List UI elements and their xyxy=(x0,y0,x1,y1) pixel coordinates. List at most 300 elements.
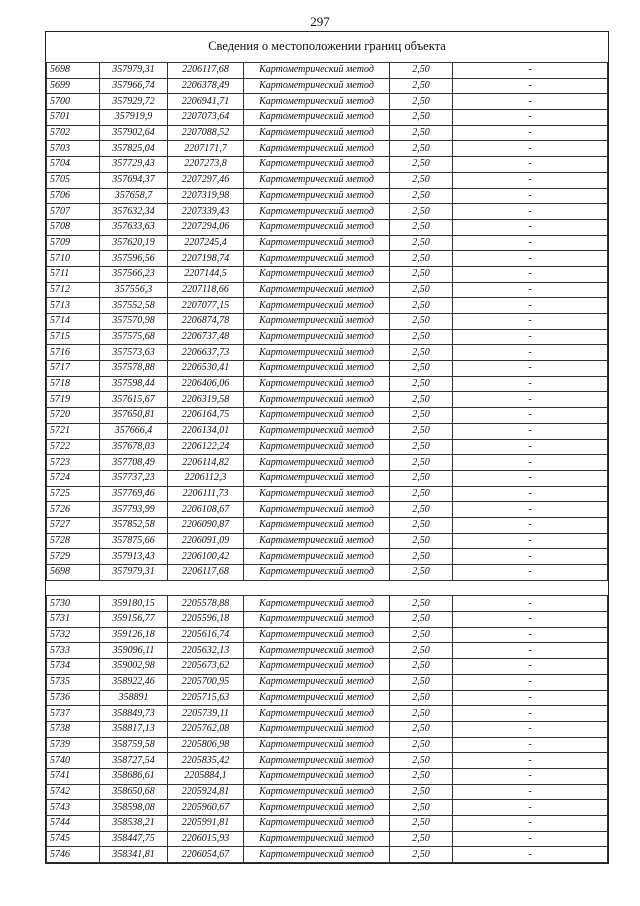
x-coordinate-cell: 358891 xyxy=(100,690,168,706)
accuracy-cell: 2,50 xyxy=(390,251,453,267)
method-cell: Картометрический метод xyxy=(244,643,390,659)
method-cell: Картометрический метод xyxy=(244,549,390,565)
y-coordinate-cell: 2205578,88 xyxy=(168,596,244,612)
x-coordinate-cell: 359002,98 xyxy=(100,659,168,675)
method-cell: Картометрический метод xyxy=(244,439,390,455)
y-coordinate-cell: 2206378,49 xyxy=(168,78,244,94)
x-coordinate-cell: 357825,04 xyxy=(100,141,168,157)
accuracy-cell: 2,50 xyxy=(390,706,453,722)
note-cell: - xyxy=(453,721,608,737)
note-cell: - xyxy=(453,204,608,220)
y-coordinate-cell: 2205884,1 xyxy=(168,768,244,784)
note-cell: - xyxy=(453,659,608,675)
method-cell: Картометрический метод xyxy=(244,392,390,408)
method-cell: Картометрический метод xyxy=(244,125,390,141)
table-row xyxy=(47,674,608,690)
y-coordinate-cell: 2206874,78 xyxy=(168,314,244,330)
note-cell: - xyxy=(453,172,608,188)
note-cell: - xyxy=(453,627,608,643)
point-number-cell: 5743 xyxy=(47,800,100,816)
note-cell: - xyxy=(453,831,608,847)
method-cell: Картометрический метод xyxy=(244,706,390,722)
x-coordinate-cell: 358817,13 xyxy=(100,721,168,737)
note-cell: - xyxy=(453,408,608,424)
y-coordinate-cell: 2206406,06 xyxy=(168,376,244,392)
point-number-cell: 5726 xyxy=(47,502,100,518)
table-row xyxy=(47,408,608,424)
y-coordinate-cell: 2206319,58 xyxy=(168,392,244,408)
accuracy-cell: 2,50 xyxy=(390,690,453,706)
table-row xyxy=(47,800,608,816)
y-coordinate-cell: 2205960,67 xyxy=(168,800,244,816)
note-cell: - xyxy=(453,784,608,800)
note-cell: - xyxy=(453,486,608,502)
note-cell: - xyxy=(453,314,608,330)
table-row xyxy=(47,219,608,235)
table-row xyxy=(47,831,608,847)
note-cell: - xyxy=(453,63,608,79)
y-coordinate-cell: 2205632,13 xyxy=(168,643,244,659)
y-coordinate-cell: 2207088,52 xyxy=(168,125,244,141)
y-coordinate-cell: 2207273,8 xyxy=(168,157,244,173)
x-coordinate-cell: 358598,08 xyxy=(100,800,168,816)
accuracy-cell: 2,50 xyxy=(390,392,453,408)
point-number-cell: 5727 xyxy=(47,517,100,533)
x-coordinate-cell: 357678,03 xyxy=(100,439,168,455)
note-cell: - xyxy=(453,517,608,533)
accuracy-cell: 2,50 xyxy=(390,643,453,659)
accuracy-cell: 2,50 xyxy=(390,753,453,769)
accuracy-cell: 2,50 xyxy=(390,455,453,471)
method-cell: Картометрический метод xyxy=(244,455,390,471)
table-row xyxy=(47,157,608,173)
note-cell: - xyxy=(453,753,608,769)
note-cell: - xyxy=(453,392,608,408)
x-coordinate-cell: 357573,63 xyxy=(100,345,168,361)
x-coordinate-cell: 358759,58 xyxy=(100,737,168,753)
accuracy-cell: 2,50 xyxy=(390,125,453,141)
table-row xyxy=(47,125,608,141)
method-cell: Картометрический метод xyxy=(244,753,390,769)
note-cell: - xyxy=(453,800,608,816)
x-coordinate-cell: 357793,99 xyxy=(100,502,168,518)
x-coordinate-cell: 358650,68 xyxy=(100,784,168,800)
accuracy-cell: 2,50 xyxy=(390,721,453,737)
empty-cell xyxy=(47,580,100,596)
accuracy-cell: 2,50 xyxy=(390,612,453,628)
x-coordinate-cell: 357769,46 xyxy=(100,486,168,502)
point-number-cell: 5741 xyxy=(47,768,100,784)
point-number-cell: 5719 xyxy=(47,392,100,408)
note-cell: - xyxy=(453,266,608,282)
point-number-cell: 5728 xyxy=(47,533,100,549)
point-number-cell: 5711 xyxy=(47,266,100,282)
accuracy-cell: 2,50 xyxy=(390,674,453,690)
note-cell: - xyxy=(453,690,608,706)
accuracy-cell: 2,50 xyxy=(390,63,453,79)
note-cell: - xyxy=(453,439,608,455)
accuracy-cell: 2,50 xyxy=(390,659,453,675)
note-cell: - xyxy=(453,125,608,141)
point-number-cell: 5705 xyxy=(47,172,100,188)
y-coordinate-cell: 2207171,7 xyxy=(168,141,244,157)
x-coordinate-cell: 357578,88 xyxy=(100,361,168,377)
point-number-cell: 5709 xyxy=(47,235,100,251)
point-number-cell: 5732 xyxy=(47,627,100,643)
note-cell: - xyxy=(453,768,608,784)
x-coordinate-cell: 357552,58 xyxy=(100,298,168,314)
point-number-cell: 5736 xyxy=(47,690,100,706)
empty-cell xyxy=(453,580,608,596)
method-cell: Картометрический метод xyxy=(244,408,390,424)
x-coordinate-cell: 357615,67 xyxy=(100,392,168,408)
note-cell: - xyxy=(453,235,608,251)
point-number-cell: 5698 xyxy=(47,63,100,79)
note-cell: - xyxy=(453,219,608,235)
method-cell: Картометрический метод xyxy=(244,784,390,800)
y-coordinate-cell: 2207198,74 xyxy=(168,251,244,267)
accuracy-cell: 2,50 xyxy=(390,376,453,392)
point-number-cell: 5708 xyxy=(47,219,100,235)
point-number-cell: 5729 xyxy=(47,549,100,565)
accuracy-cell: 2,50 xyxy=(390,502,453,518)
note-cell: - xyxy=(453,361,608,377)
note-cell: - xyxy=(453,329,608,345)
x-coordinate-cell: 359096,11 xyxy=(100,643,168,659)
accuracy-cell: 2,50 xyxy=(390,517,453,533)
x-coordinate-cell: 358727,54 xyxy=(100,753,168,769)
page-number: 297 xyxy=(310,14,330,29)
y-coordinate-cell: 2205924,81 xyxy=(168,784,244,800)
y-coordinate-cell: 2205616,74 xyxy=(168,627,244,643)
note-cell: - xyxy=(453,737,608,753)
method-cell: Картометрический метод xyxy=(244,674,390,690)
empty-cell xyxy=(390,580,453,596)
table-row xyxy=(47,204,608,220)
accuracy-cell: 2,50 xyxy=(390,361,453,377)
y-coordinate-cell: 2206134,01 xyxy=(168,423,244,439)
accuracy-cell: 2,50 xyxy=(390,157,453,173)
y-coordinate-cell: 2206100,42 xyxy=(168,549,244,565)
table-row xyxy=(47,486,608,502)
empty-cell xyxy=(168,580,244,596)
table-row xyxy=(47,314,608,330)
point-number-cell: 5717 xyxy=(47,361,100,377)
accuracy-cell: 2,50 xyxy=(390,204,453,220)
accuracy-cell: 2,50 xyxy=(390,831,453,847)
table-row xyxy=(47,643,608,659)
note-cell: - xyxy=(453,188,608,204)
x-coordinate-cell: 357632,34 xyxy=(100,204,168,220)
point-number-cell: 5714 xyxy=(47,314,100,330)
point-number-cell: 5724 xyxy=(47,470,100,486)
point-number-cell: 5737 xyxy=(47,706,100,722)
point-number-cell: 5730 xyxy=(47,596,100,612)
method-cell: Картометрический метод xyxy=(244,816,390,832)
point-number-cell: 5700 xyxy=(47,94,100,110)
table-row xyxy=(47,768,608,784)
accuracy-cell: 2,50 xyxy=(390,565,453,581)
x-coordinate-cell: 357875,66 xyxy=(100,533,168,549)
point-number-cell: 5725 xyxy=(47,486,100,502)
accuracy-cell: 2,50 xyxy=(390,439,453,455)
method-cell: Картометрический метод xyxy=(244,517,390,533)
table-row xyxy=(47,612,608,628)
accuracy-cell: 2,50 xyxy=(390,282,453,298)
table-row xyxy=(47,423,608,439)
method-cell: Картометрический метод xyxy=(244,533,390,549)
y-coordinate-cell: 2206090,87 xyxy=(168,517,244,533)
y-coordinate-cell: 2205739,11 xyxy=(168,706,244,722)
note-cell: - xyxy=(453,282,608,298)
y-coordinate-cell: 2206112,3 xyxy=(168,470,244,486)
table-row xyxy=(47,298,608,314)
method-cell: Картометрический метод xyxy=(244,486,390,502)
method-cell: Картометрический метод xyxy=(244,63,390,79)
x-coordinate-cell: 358686,61 xyxy=(100,768,168,784)
method-cell: Картометрический метод xyxy=(244,266,390,282)
y-coordinate-cell: 2206637,73 xyxy=(168,345,244,361)
method-cell: Картометрический метод xyxy=(244,565,390,581)
x-coordinate-cell: 357929,72 xyxy=(100,94,168,110)
method-cell: Картометрический метод xyxy=(244,659,390,675)
accuracy-cell: 2,50 xyxy=(390,816,453,832)
x-coordinate-cell: 357620,19 xyxy=(100,235,168,251)
note-cell: - xyxy=(453,157,608,173)
accuracy-cell: 2,50 xyxy=(390,847,453,863)
y-coordinate-cell: 2205715,63 xyxy=(168,690,244,706)
method-cell: Картометрический метод xyxy=(244,502,390,518)
method-cell: Картометрический метод xyxy=(244,94,390,110)
x-coordinate-cell: 358341,81 xyxy=(100,847,168,863)
y-coordinate-cell: 2207339,43 xyxy=(168,204,244,220)
method-cell: Картометрический метод xyxy=(244,847,390,863)
accuracy-cell: 2,50 xyxy=(390,298,453,314)
note-cell: - xyxy=(453,455,608,471)
method-cell: Картометрический метод xyxy=(244,596,390,612)
table-row xyxy=(47,439,608,455)
empty-cell xyxy=(244,580,390,596)
table-row xyxy=(47,533,608,549)
y-coordinate-cell: 2206117,68 xyxy=(168,63,244,79)
x-coordinate-cell: 358849,73 xyxy=(100,706,168,722)
accuracy-cell: 2,50 xyxy=(390,533,453,549)
accuracy-cell: 2,50 xyxy=(390,235,453,251)
table-gap-row xyxy=(47,580,608,596)
method-cell: Картометрический метод xyxy=(244,721,390,737)
point-number-cell: 5721 xyxy=(47,423,100,439)
x-coordinate-cell: 357570,98 xyxy=(100,314,168,330)
x-coordinate-cell: 357708,49 xyxy=(100,455,168,471)
method-cell: Картометрический метод xyxy=(244,768,390,784)
empty-cell xyxy=(100,580,168,596)
note-cell: - xyxy=(453,78,608,94)
note-cell: - xyxy=(453,674,608,690)
y-coordinate-cell: 2206941,71 xyxy=(168,94,244,110)
note-cell: - xyxy=(453,298,608,314)
y-coordinate-cell: 2205596,18 xyxy=(168,612,244,628)
point-number-cell: 5698 xyxy=(47,565,100,581)
table-row xyxy=(47,816,608,832)
point-number-cell: 5720 xyxy=(47,408,100,424)
accuracy-cell: 2,50 xyxy=(390,219,453,235)
method-cell: Картометрический метод xyxy=(244,329,390,345)
x-coordinate-cell: 358447,75 xyxy=(100,831,168,847)
x-coordinate-cell: 359180,15 xyxy=(100,596,168,612)
y-coordinate-cell: 2206015,93 xyxy=(168,831,244,847)
x-coordinate-cell: 357919,9 xyxy=(100,110,168,126)
y-coordinate-cell: 2206111,73 xyxy=(168,486,244,502)
note-cell: - xyxy=(453,549,608,565)
method-cell: Картометрический метод xyxy=(244,235,390,251)
x-coordinate-cell: 357596,56 xyxy=(100,251,168,267)
point-number-cell: 5731 xyxy=(47,612,100,628)
method-cell: Картометрический метод xyxy=(244,314,390,330)
accuracy-cell: 2,50 xyxy=(390,800,453,816)
table-row xyxy=(47,502,608,518)
accuracy-cell: 2,50 xyxy=(390,172,453,188)
y-coordinate-cell: 2205673,62 xyxy=(168,659,244,675)
accuracy-cell: 2,50 xyxy=(390,423,453,439)
note-cell: - xyxy=(453,345,608,361)
table-row xyxy=(47,282,608,298)
method-cell: Картометрический метод xyxy=(244,612,390,628)
y-coordinate-cell: 2207319,98 xyxy=(168,188,244,204)
method-cell: Картометрический метод xyxy=(244,251,390,267)
y-coordinate-cell: 2205762,08 xyxy=(168,721,244,737)
accuracy-cell: 2,50 xyxy=(390,486,453,502)
note-cell: - xyxy=(453,596,608,612)
y-coordinate-cell: 2207073,64 xyxy=(168,110,244,126)
y-coordinate-cell: 2205991,81 xyxy=(168,816,244,832)
note-cell: - xyxy=(453,643,608,659)
method-cell: Картометрический метод xyxy=(244,110,390,126)
y-coordinate-cell: 2205700,95 xyxy=(168,674,244,690)
y-coordinate-cell: 2207245,4 xyxy=(168,235,244,251)
section-title: Сведения о местоположении границ объекта xyxy=(208,39,446,53)
method-cell: Картометрический метод xyxy=(244,172,390,188)
point-number-cell: 5742 xyxy=(47,784,100,800)
x-coordinate-cell: 357658,7 xyxy=(100,188,168,204)
accuracy-cell: 2,50 xyxy=(390,470,453,486)
x-coordinate-cell: 357902,64 xyxy=(100,125,168,141)
x-coordinate-cell: 357575,68 xyxy=(100,329,168,345)
table-row xyxy=(47,627,608,643)
table-row xyxy=(47,737,608,753)
note-cell: - xyxy=(453,141,608,157)
method-cell: Картометрический метод xyxy=(244,298,390,314)
table-row xyxy=(47,376,608,392)
y-coordinate-cell: 2206091,09 xyxy=(168,533,244,549)
accuracy-cell: 2,50 xyxy=(390,329,453,345)
point-number-cell: 5740 xyxy=(47,753,100,769)
table-row xyxy=(47,141,608,157)
table-row xyxy=(47,188,608,204)
table-row xyxy=(47,706,608,722)
note-cell: - xyxy=(453,423,608,439)
method-cell: Картометрический метод xyxy=(244,157,390,173)
point-number-cell: 5739 xyxy=(47,737,100,753)
note-cell: - xyxy=(453,376,608,392)
x-coordinate-cell: 358538,21 xyxy=(100,816,168,832)
x-coordinate-cell: 357979,31 xyxy=(100,565,168,581)
x-coordinate-cell: 357598,44 xyxy=(100,376,168,392)
point-number-cell: 5716 xyxy=(47,345,100,361)
x-coordinate-cell: 357966,74 xyxy=(100,78,168,94)
point-number-cell: 5704 xyxy=(47,157,100,173)
table-row xyxy=(47,721,608,737)
accuracy-cell: 2,50 xyxy=(390,345,453,361)
y-coordinate-cell: 2206122,24 xyxy=(168,439,244,455)
accuracy-cell: 2,50 xyxy=(390,141,453,157)
table-row xyxy=(47,235,608,251)
method-cell: Картометрический метод xyxy=(244,423,390,439)
y-coordinate-cell: 2206114,82 xyxy=(168,455,244,471)
table-row xyxy=(47,659,608,675)
y-coordinate-cell: 2206530,41 xyxy=(168,361,244,377)
note-cell: - xyxy=(453,847,608,863)
accuracy-cell: 2,50 xyxy=(390,768,453,784)
x-coordinate-cell: 357666,4 xyxy=(100,423,168,439)
x-coordinate-cell: 359156,77 xyxy=(100,612,168,628)
y-coordinate-cell: 2206737,48 xyxy=(168,329,244,345)
note-cell: - xyxy=(453,110,608,126)
point-number-cell: 5699 xyxy=(47,78,100,94)
accuracy-cell: 2,50 xyxy=(390,737,453,753)
x-coordinate-cell: 357633,63 xyxy=(100,219,168,235)
table-row xyxy=(47,470,608,486)
y-coordinate-cell: 2205806,98 xyxy=(168,737,244,753)
table-row xyxy=(47,517,608,533)
table-row xyxy=(47,266,608,282)
method-cell: Картометрический метод xyxy=(244,361,390,377)
accuracy-cell: 2,50 xyxy=(390,408,453,424)
table-row xyxy=(47,392,608,408)
x-coordinate-cell: 357913,43 xyxy=(100,549,168,565)
method-cell: Картометрический метод xyxy=(244,800,390,816)
x-coordinate-cell: 357852,58 xyxy=(100,517,168,533)
method-cell: Картометрический метод xyxy=(244,78,390,94)
y-coordinate-cell: 2206164,75 xyxy=(168,408,244,424)
note-cell: - xyxy=(453,251,608,267)
accuracy-cell: 2,50 xyxy=(390,266,453,282)
table-row xyxy=(47,455,608,471)
table-row xyxy=(47,251,608,267)
point-number-cell: 5701 xyxy=(47,110,100,126)
table-row xyxy=(47,753,608,769)
table-row xyxy=(47,690,608,706)
accuracy-cell: 2,50 xyxy=(390,110,453,126)
note-cell: - xyxy=(453,565,608,581)
y-coordinate-cell: 2207077,15 xyxy=(168,298,244,314)
method-cell: Картометрический метод xyxy=(244,345,390,361)
point-number-cell: 5722 xyxy=(47,439,100,455)
note-cell: - xyxy=(453,612,608,628)
accuracy-cell: 2,50 xyxy=(390,314,453,330)
point-number-cell: 5710 xyxy=(47,251,100,267)
method-cell: Картометрический метод xyxy=(244,627,390,643)
x-coordinate-cell: 359126,18 xyxy=(100,627,168,643)
note-cell: - xyxy=(453,706,608,722)
table-row xyxy=(47,172,608,188)
document-frame xyxy=(45,31,609,864)
method-cell: Картометрический метод xyxy=(244,204,390,220)
y-coordinate-cell: 2206108,67 xyxy=(168,502,244,518)
table-row xyxy=(47,565,608,581)
point-number-cell: 5715 xyxy=(47,329,100,345)
note-cell: - xyxy=(453,533,608,549)
table-row xyxy=(47,847,608,863)
